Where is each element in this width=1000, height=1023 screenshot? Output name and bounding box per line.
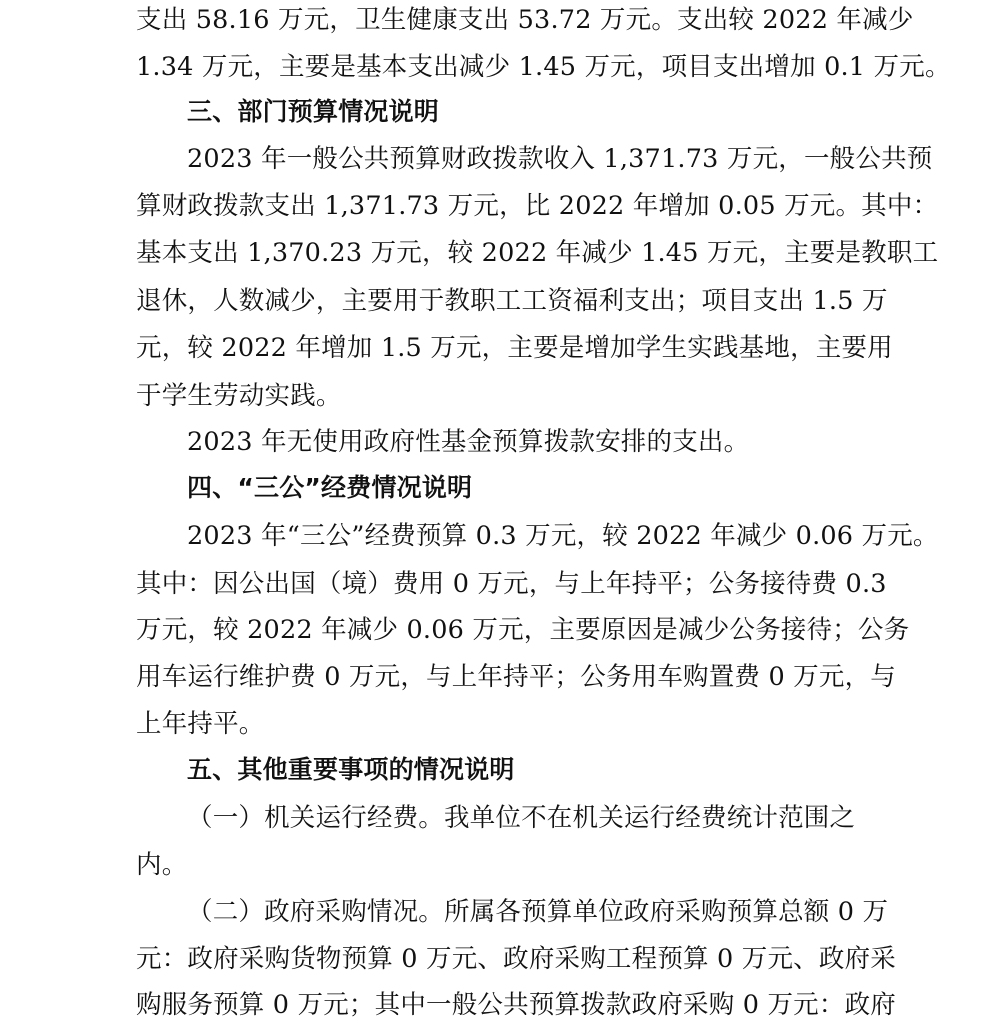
paragraph-line: 1.34 万元，主要是基本支出减少 1.45 万元，项目支出增加 0.1 万元。 xyxy=(136,52,951,82)
section-heading-three-public: 四、“三公”经费情况说明 xyxy=(187,473,473,502)
paragraph-line: 购服务预算 0 万元；其中一般公共预算拨款政府采购 0 万元：政府 xyxy=(136,990,896,1020)
paragraph-line: 其中：因公出国（境）费用 0 万元，与上年持平；公务接待费 0.3 xyxy=(136,569,887,599)
paragraph-line: 元，较 2022 年增加 1.5 万元，主要是增加学生实践基地，主要用 xyxy=(136,333,893,363)
paragraph-line: 用车运行维护费 0 万元，与上年持平；公务用车购置费 0 万元，与 xyxy=(136,662,896,692)
paragraph-line: 2023 年无使用政府性基金预算拨款安排的支出。 xyxy=(187,427,750,457)
paragraph-line: 万元，较 2022 年减少 0.06 万元，主要原因是减少公务接待；公务 xyxy=(136,615,910,645)
paragraph-line: 元：政府采购货物预算 0 万元、政府采购工程预算 0 万元、政府采 xyxy=(136,944,896,974)
paragraph-line: 2023 年一般公共预算财政拨款收入 1,371.73 万元，一般公共预 xyxy=(187,144,933,174)
paragraph-line: 退休，人数减少，主要用于教职工工资福利支出；项目支出 1.5 万 xyxy=(136,286,888,316)
paragraph-line: 内。 xyxy=(136,850,188,880)
paragraph-line: 于学生劳动实践。 xyxy=(136,381,342,411)
paragraph-line: 支出 58.16 万元，卫生健康支出 53.72 万元。支出较 2022 年减少 xyxy=(136,5,914,35)
paragraph-line: 2023 年“三公”经费预算 0.3 万元，较 2022 年减少 0.06 万元。 xyxy=(187,521,939,551)
paragraph-line: （二）政府采购情况。所属各预算单位政府采购预算总额 0 万 xyxy=(187,897,889,927)
paragraph-line: 上年持平。 xyxy=(136,709,265,739)
paragraph-line: （一）机关运行经费。我单位不在机关运行经费统计范围之 xyxy=(187,803,856,833)
paragraph-line: 算财政拨款支出 1,371.73 万元，比 2022 年增加 0.05 万元。其中： xyxy=(136,191,939,221)
paragraph-line: 基本支出 1,370.23 万元，较 2022 年减少 1.45 万元，主要是教职工 xyxy=(136,238,939,268)
section-heading-other-matters: 五、其他重要事项的情况说明 xyxy=(187,755,515,784)
section-heading-budget: 三、部门预算情况说明 xyxy=(187,97,440,126)
